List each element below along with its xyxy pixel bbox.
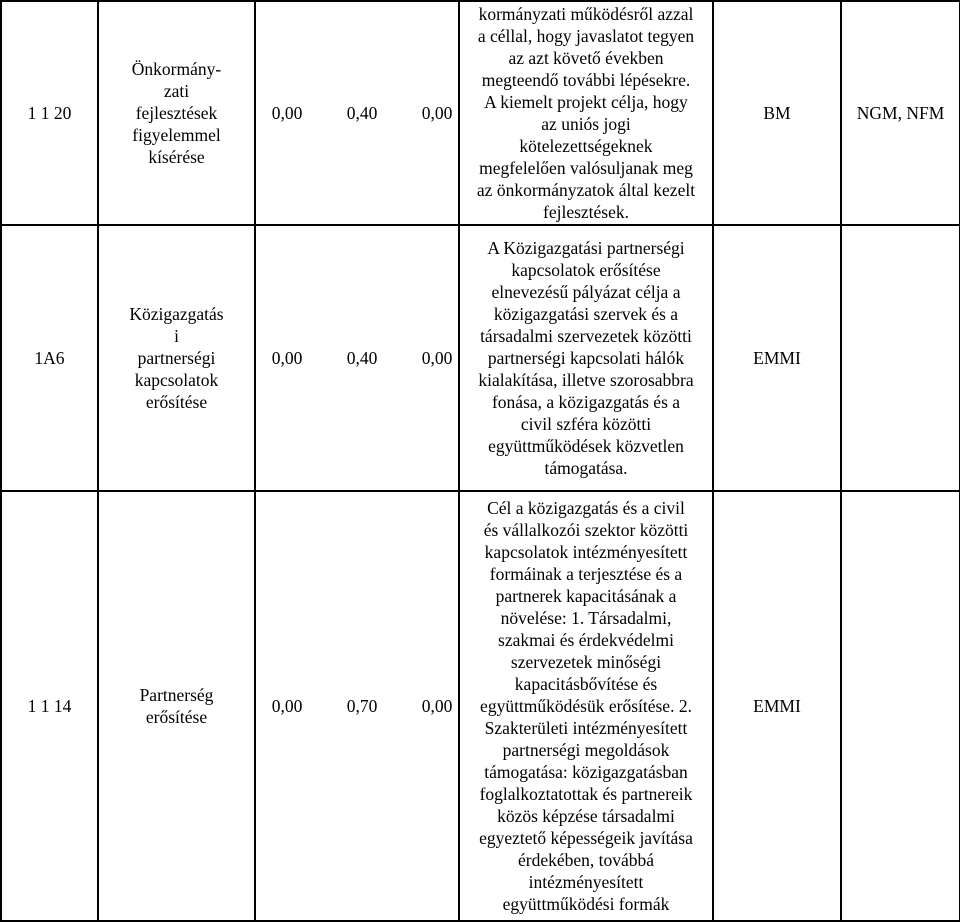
row-values [255,225,459,491]
row-responsible: BM [713,1,841,225]
row-description: kormányzati működésről azzal a céllal, hogy javaslatot tegyen az azt követő években megteendő további lépésekre. A kiemelt projekt célja, hogy az uniós jogi kötelezettségeknek megfelelően valósuljanak meg az önkormányzatok által kezelt fejlesztések. [459,1,713,225]
row-partners: NGM, NFM [841,1,960,225]
row-name: Partnerség erősítése [98,491,255,921]
value-3: 0,00 [421,348,453,368]
value-2: 0,40 [346,103,378,123]
row-description: A Közigazgatási partnerségi kapcsolatok erősítése elnevezésű pályázat célja a közigazgatási szervek és a társadalmi szervezetek közötti partnerségi kapcsolati hálók kialakítása, illetve szorosabbra fonása, a közigazgatás és a civil szféra közötti együttműködések közvetlen támogatása. [459,225,713,491]
value-1: 0,00 [271,103,303,123]
row-responsible: EMMI [713,491,841,921]
row-name: Önkormány- zati fejlesztések figyelemmel kísérése [98,1,255,225]
row-responsible: EMMI [713,225,841,491]
row-name: Közigazgatás i partnerségi kapcsolatok erősítése [98,225,255,491]
row-values [255,1,459,225]
value-1: 0,00 [271,696,303,716]
table-row [1,225,960,491]
table-row [1,1,960,225]
row-partners [841,225,960,491]
table-row [1,491,960,921]
row-code: 1 1 14 [1,491,98,921]
value-3: 0,00 [421,696,453,716]
row-values [255,491,459,921]
row-code: 1 1 20 [1,1,98,225]
row-code: 1A6 [1,225,98,491]
row-description: Cél a közigazgatás és a civil és vállalkozói szektor közötti kapcsolatok intézményesített formáinak a terjesztése és a partnerek kapacitásának a növelése: 1. Társadalmi, szakmai és érdekvédelmi szervezetek minőségi kapacitásbővítése és együttműködésük erősítése. 2. Szakterületi intézményesített partnerségi megoldások támogatása: közigazgatásban foglalkoztatottak és partnereik közös képzése társadalmi egyeztető képességeik javítása érdekében, továbbá intézményesített együttműködési formák [459,491,713,921]
value-1: 0,00 [271,348,303,368]
value-2: 0,70 [346,696,378,716]
value-3: 0,00 [421,103,453,123]
value-2: 0,40 [346,348,378,368]
row-partners [841,491,960,921]
